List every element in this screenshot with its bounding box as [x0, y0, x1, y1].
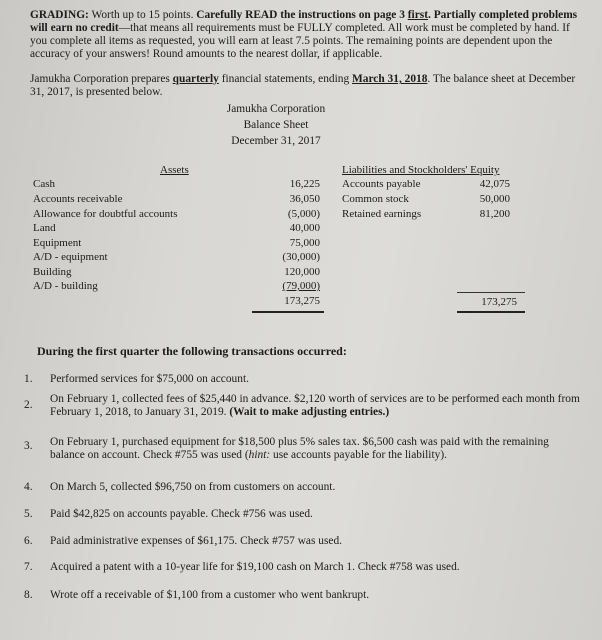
- transactions-title: During the first quarter the following transactions occurred:: [37, 344, 347, 358]
- grading-label: GRADING:: [30, 9, 89, 21]
- first-word: first: [407, 9, 428, 21]
- grading-rest: —that means all requirements must be FULLY completed. All work must be completed by hand. If you complete all items as requested, you will earn at least 7.5 points. The remaining points are dependent upon the accuracy of your answers! Round amounts to the nearest dollar, if applicable.: [30, 22, 570, 60]
- transaction-text: Wrote off a receivable of $1,100 from a customer who went bankrupt.: [50, 589, 370, 601]
- statement-quarterly: quarterly: [172, 73, 219, 85]
- transaction-text: Performed services for $75,000 on account.: [50, 373, 249, 385]
- liabilities-heading: Liabilities and Stockholders' Equity: [342, 164, 500, 176]
- transaction-hint: hint:: [248, 449, 271, 461]
- statement-date: March 31, 2018: [352, 73, 428, 85]
- item-number: 1.: [24, 373, 33, 385]
- liability-amount: 81,200: [479, 208, 510, 220]
- read-instructions: Carefully READ the instructions on page 3: [196, 9, 408, 21]
- liabilities-total-overline: [457, 292, 525, 293]
- grading-paragraph: [30, 9, 578, 61]
- item-number: 3.: [24, 440, 33, 452]
- grading-text: Worth up to 15 points.: [88, 9, 197, 21]
- liability-amount: 50,000: [479, 193, 510, 205]
- item-number: 2.: [24, 399, 33, 411]
- partial-credit-note: . Partially completed problems will earn no credit: [30, 9, 578, 34]
- statement-paragraph: [30, 73, 578, 99]
- transaction-bold-note: (Wait to make adjusting entries.): [229, 406, 390, 418]
- transaction-text: [50, 436, 580, 462]
- liability-label: Common stock: [342, 193, 409, 205]
- assets-heading: Assets: [160, 164, 189, 176]
- company-name: Jamukha Corporation: [226, 103, 326, 115]
- item-number: 7.: [24, 561, 33, 573]
- liabilities-total-underline: [457, 311, 525, 313]
- item-number: 8.: [24, 589, 33, 601]
- statement-title: Balance Sheet: [243, 119, 309, 131]
- asset-amount: 120,000: [284, 266, 320, 278]
- transaction-text-part: use accounts payable for the liability).: [270, 449, 447, 461]
- item-number: 6.: [24, 535, 33, 547]
- asset-amount: (5,000): [287, 208, 320, 220]
- asset-label: Accounts receivable: [33, 193, 123, 205]
- asset-amount: 75,000: [289, 237, 320, 249]
- transaction-text: [50, 393, 580, 419]
- statement-date-header: December 31, 2017: [231, 135, 321, 147]
- asset-amount: 40,000: [289, 222, 320, 234]
- liability-label: Accounts payable: [342, 178, 421, 190]
- liabilities-total: 173,275: [481, 296, 517, 308]
- transaction-text-part: On February 1, collected fees of $25,440 in advance. $2,120 worth of services are to be performed each month from February 1, 2018, to January 31, 2019.: [50, 393, 580, 418]
- item-number: 4.: [24, 481, 33, 493]
- asset-label: A/D - building: [33, 280, 98, 292]
- transaction-text: Acquired a patent with a 10-year life for $19,100 cash on March 1. Check #758 was used.: [50, 561, 460, 573]
- asset-label: Cash: [33, 178, 55, 190]
- statement-text-2: financial statements, ending: [218, 73, 353, 85]
- assets-total: 173,275: [284, 295, 320, 307]
- transaction-text: On March 5, collected $96,750 on from customers on account.: [50, 481, 336, 493]
- transaction-text-part: On February 1, purchased equipment for $18,500 plus 5% sales tax. $6,500 cash was paid with the remaining balance on account. Check #755 was used (: [50, 436, 549, 461]
- assets-total-underline: [252, 311, 324, 313]
- asset-amount: 16,225: [289, 178, 320, 190]
- asset-amount: 36,050: [289, 193, 320, 205]
- asset-label: Land: [33, 222, 56, 234]
- liability-amount: 42,075: [479, 178, 510, 190]
- asset-amount: (30,000): [282, 251, 320, 263]
- asset-label: A/D - equipment: [33, 251, 108, 263]
- liability-label: Retained earnings: [342, 208, 422, 220]
- transaction-text: Paid $42,825 on accounts payable. Check #756 was used.: [50, 508, 313, 520]
- asset-label: Equipment: [33, 237, 82, 249]
- statement-text-3: . The balance sheet at December 31, 2017, is presented below.: [30, 73, 576, 98]
- asset-label: Building: [33, 266, 72, 278]
- asset-label: Allowance for doubtful accounts: [33, 208, 178, 220]
- item-number: 5.: [24, 508, 33, 520]
- statement-text-1: Jamukha Corporation prepares: [30, 73, 173, 85]
- asset-amount: (79,000): [282, 280, 320, 292]
- transaction-text: Paid administrative expenses of $61,175. Check #757 was used.: [50, 535, 342, 547]
